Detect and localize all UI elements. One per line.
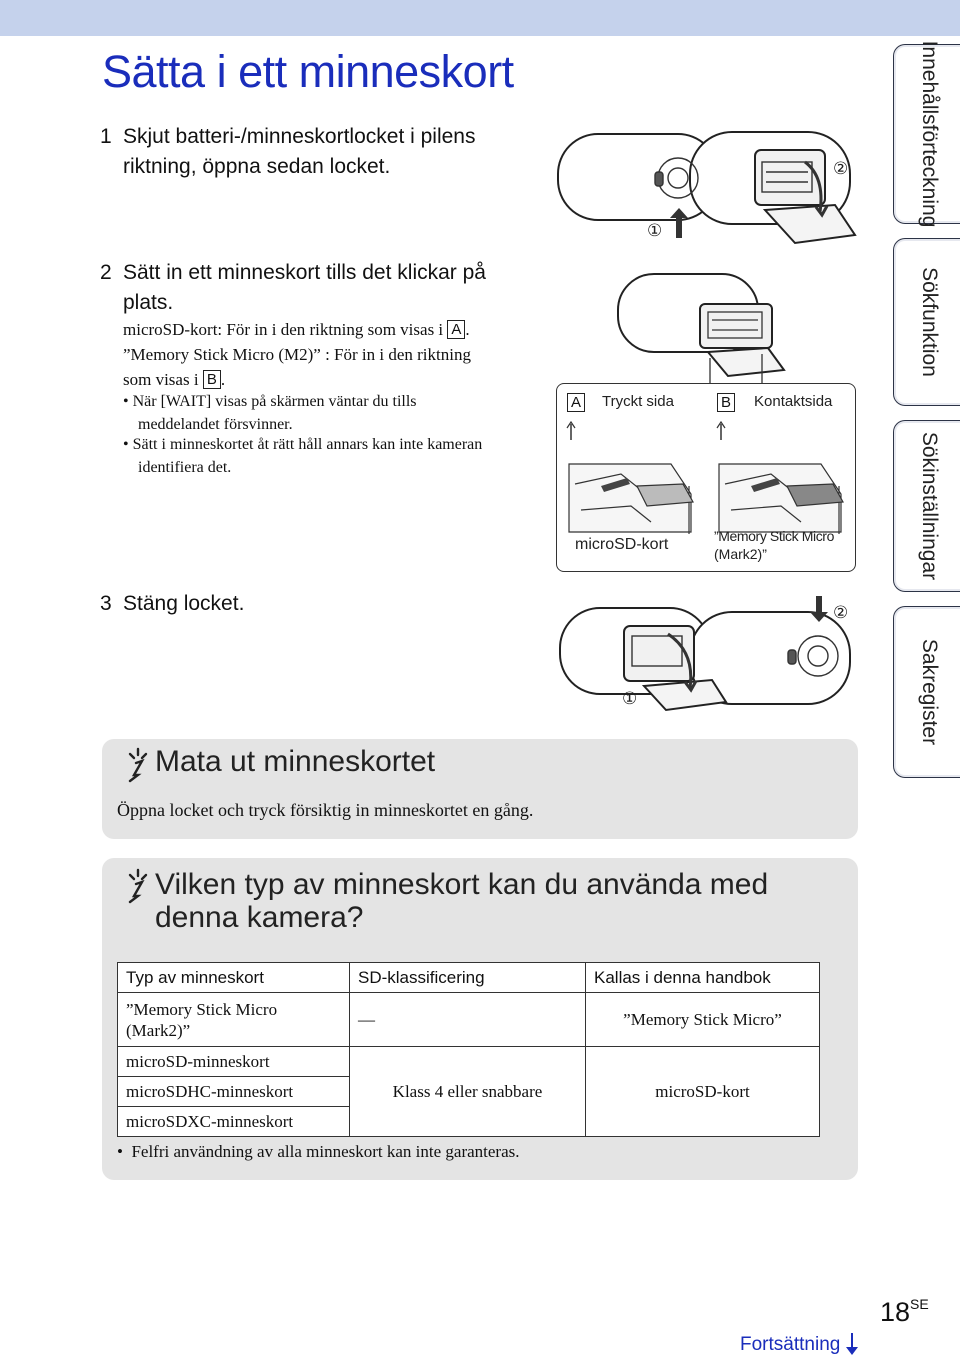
continue-link[interactable]: Fortsättning — [740, 1333, 858, 1356]
bullet-dot: • — [117, 1142, 132, 1161]
callout-1: ① — [647, 221, 663, 241]
top-banner — [0, 0, 960, 36]
tip-note: • Felfri användning av alla minneskort kan inte garanteras. — [117, 1142, 520, 1161]
callout-1: ① — [622, 689, 638, 709]
bullet-wait: • När [WAIT] visas på skärmen väntar du tills — [123, 393, 417, 410]
step-text: Sätt in ett minneskort tills det klickar på — [123, 261, 486, 284]
table-row — [118, 993, 820, 1047]
side-b-label: Kontaktsida — [754, 393, 833, 410]
step-2-note-microsd: microSD-kort: För in i den riktning som visas i A . — [123, 320, 470, 339]
card-orientation-diagram — [556, 383, 856, 572]
tab-contents[interactable]: Innehållsförteckning — [893, 44, 960, 224]
step-text: Stäng locket. — [123, 592, 245, 615]
bullet-dot: • — [123, 393, 133, 410]
step-text: Skjut batteri-/minneskortlocket i pilens — [123, 125, 476, 148]
table-row — [118, 1047, 820, 1077]
tab-index[interactable]: Sakregister — [893, 606, 960, 778]
tip-heading: Vilken typ av minneskort kan du använda med denna kamera? — [155, 868, 769, 934]
table-cell: microSD-kort — [586, 1047, 820, 1137]
table-cell: Klass 4 eller snabbare — [350, 1047, 586, 1137]
step-number: 2 — [100, 261, 112, 284]
arrow-down-icon — [846, 1333, 858, 1355]
table-cell: microSD-minneskort — [118, 1047, 350, 1077]
tab-search-settings[interactable]: Sökinställningar — [893, 420, 960, 592]
column-header: Kallas i denna handbok — [586, 963, 820, 993]
illustration-close-cover — [550, 592, 870, 722]
illustration-card-slot — [610, 268, 790, 384]
callout-2: ② — [833, 603, 849, 623]
tip-heading: Mata ut minneskortet — [155, 745, 436, 778]
microsd-card-label: microSD-kort — [575, 536, 669, 553]
column-header: Typ av minneskort — [118, 963, 350, 993]
column-header: SD-klassificering — [350, 963, 586, 993]
label-b-box: B — [203, 370, 221, 389]
illustration-open-cover — [550, 122, 870, 252]
bullet-orientation-cont: identifiera det. — [138, 459, 232, 476]
label-a-box: A — [447, 320, 465, 339]
table-cell: ”Memory Stick Micro” — [586, 993, 820, 1047]
tab-search-function[interactable]: Sökfunktion — [893, 238, 960, 406]
table-cell: — — [350, 993, 586, 1047]
page-title: Sätta i ett minneskort — [102, 46, 514, 97]
step-2-note-memorystick: ”Memory Stick Micro (M2)” : För in i den riktning — [123, 345, 471, 364]
label-b-box: B — [717, 393, 735, 412]
step-number: 3 — [100, 592, 112, 615]
step-2-note-memorystick-cont: som visas i B . — [123, 370, 226, 389]
step-text: riktning, öppna sedan locket. — [123, 155, 391, 178]
bullet-orientation: • Sätt i minneskortet åt rätt håll annars kan inte kameran — [123, 436, 483, 453]
bullet-dot: • — [123, 436, 133, 453]
tip-body: Öppna locket och tryck försiktig in minneskortet en gång. — [117, 800, 534, 820]
label-a-box: A — [567, 393, 585, 412]
step-number: 1 — [100, 125, 112, 148]
callout-2: ② — [833, 159, 849, 179]
page-number: $18^{SE}$ — [880, 1296, 929, 1327]
slot-drawings — [561, 414, 853, 534]
memory-stick-label-line2: (Mark2)” — [714, 546, 767, 562]
tip-icon — [114, 745, 152, 783]
bullet-wait-cont: meddelandet försvinner. — [138, 416, 293, 433]
side-a-label: Tryckt sida — [602, 393, 674, 410]
step-text: plats. — [123, 291, 174, 314]
table-cell: microSDXC-minneskort — [118, 1107, 350, 1137]
tip-icon — [114, 866, 152, 904]
memory-card-table — [117, 962, 820, 1137]
table-cell: microSDHC-minneskort — [118, 1077, 350, 1107]
table-header-row — [118, 963, 820, 993]
memory-stick-label-line1: ”Memory Stick Micro — [714, 528, 834, 544]
table-cell: ”Memory Stick Micro (Mark2)” — [118, 993, 350, 1047]
